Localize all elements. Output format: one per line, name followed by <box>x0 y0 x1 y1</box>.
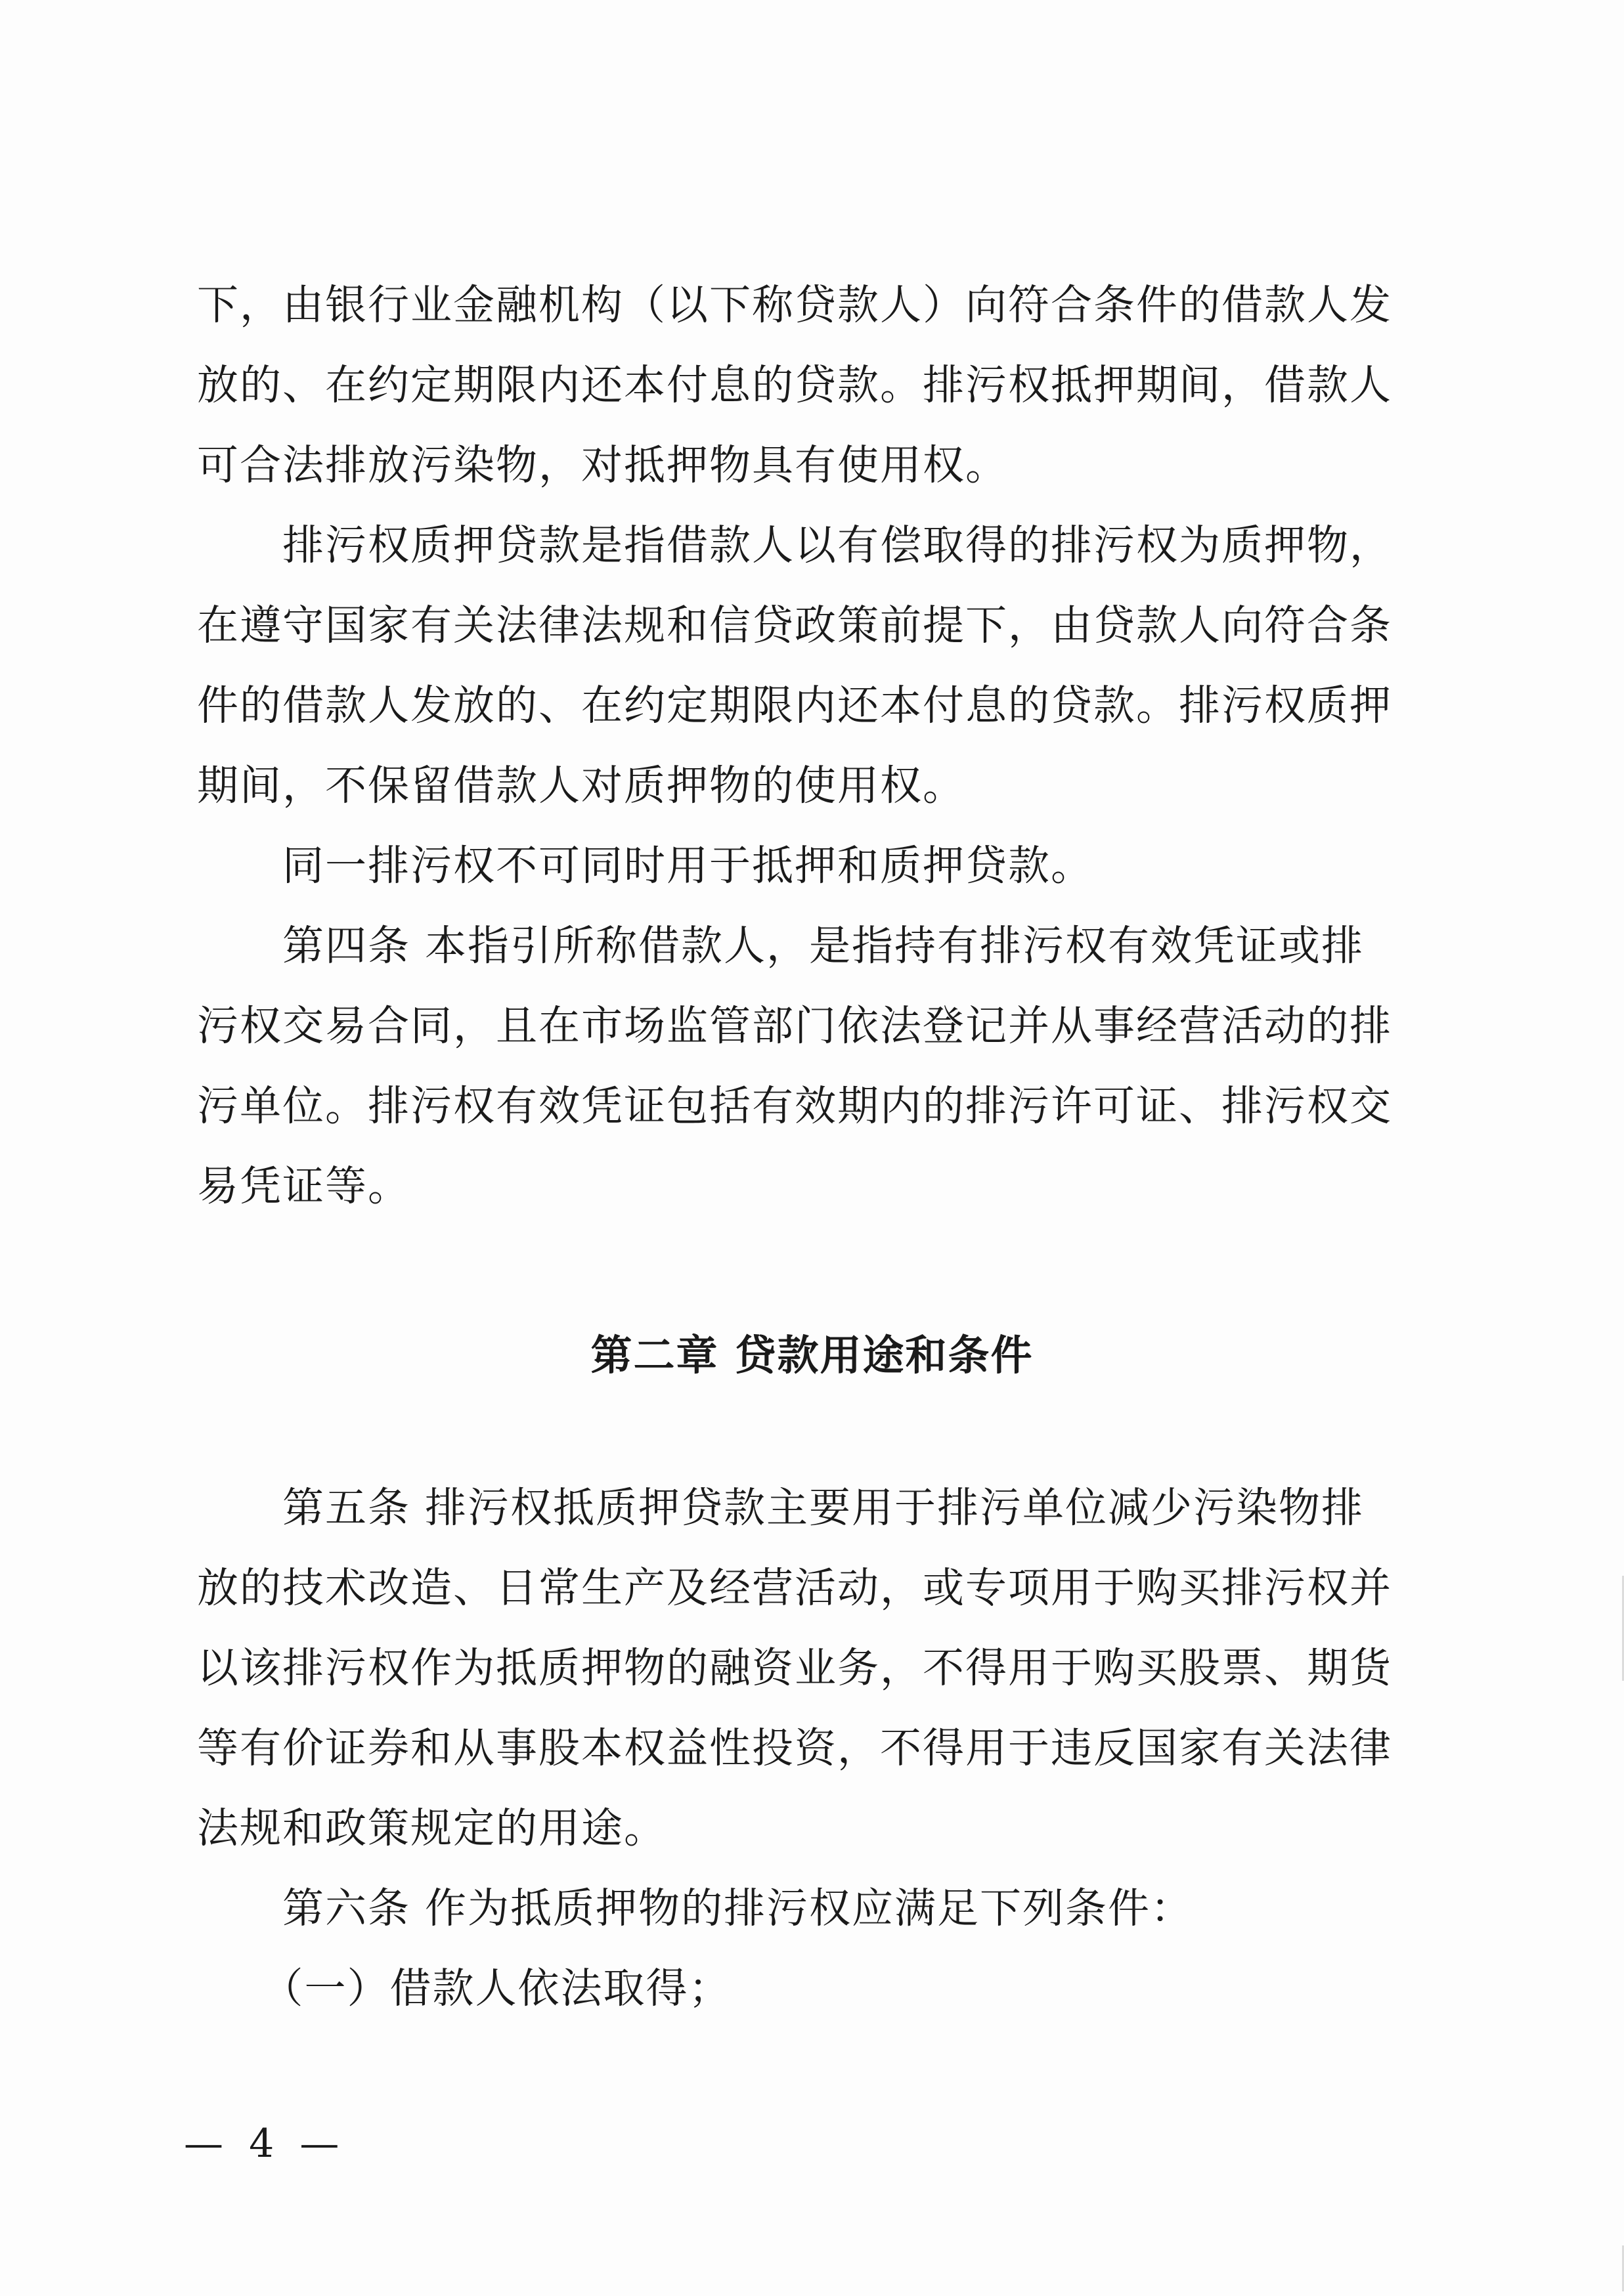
text-line: 件的借款人发放的、在约定期限内还本付息的贷款。排污权质押 <box>197 682 1392 729</box>
chapter-title: 第二章 贷款用途和条件 <box>590 1332 1034 1379</box>
text-line: 可合法排放污染物，对抵押物具有使用权。 <box>197 441 1008 489</box>
body-text-section-2 <box>197 1468 1405 2029</box>
text-line: 期间，不保留借款人对质押物的使用权。 <box>197 762 965 810</box>
text-line: 同一排污权不可同时用于抵押和质押贷款。 <box>197 842 1093 890</box>
text-line: 排污权质押贷款是指借款人以有偿取得的排污权为质押物， <box>197 521 1392 569</box>
body-text-section-1 <box>197 265 1405 1226</box>
text-line: （一）借款人依法取得； <box>197 1964 732 2012</box>
text-line: 等有价证券和从事股本权益性投资，不得用于违反国家有关法律 <box>197 1724 1392 1772</box>
text-line: 第四条 本指引所称借款人，是指持有排污权有效凭证或排 <box>197 922 1365 970</box>
text-line: 放的技术改造、日常生产及经营活动，或专项用于购买排污权并 <box>197 1564 1392 1612</box>
text-line: 污单位。排污权有效凭证包括有效期内的排污许可证、排污权交 <box>197 1082 1392 1130</box>
text-line: 第五条 排污权抵质押贷款主要用于排污单位减少污染物排 <box>197 1484 1365 1532</box>
text-line: 在遵守国家有关法律法规和信贷政策前提下，由贷款人向符合条 <box>197 601 1392 649</box>
text-line: 放的、在约定期限内还本付息的贷款。排污权抵押期间，借款人 <box>197 361 1392 409</box>
text-line: 污权交易合同，且在市场监管部门依法登记并从事经营活动的排 <box>197 1002 1392 1050</box>
text-line: 以该排污权作为抵质押物的融资业务，不得用于购买股票、期货 <box>197 1644 1392 1692</box>
page-number: — 4 — <box>184 2121 346 2167</box>
text-line: 易凭证等。 <box>197 1162 410 1210</box>
text-line: 第六条 作为抵质押物的排污权应满足下列条件： <box>197 1884 1194 1932</box>
text-line: 法规和政策规定的用途。 <box>197 1804 667 1852</box>
text-line: 下，由银行业金融机构（以下称贷款人）向符合条件的借款人发 <box>197 281 1392 329</box>
